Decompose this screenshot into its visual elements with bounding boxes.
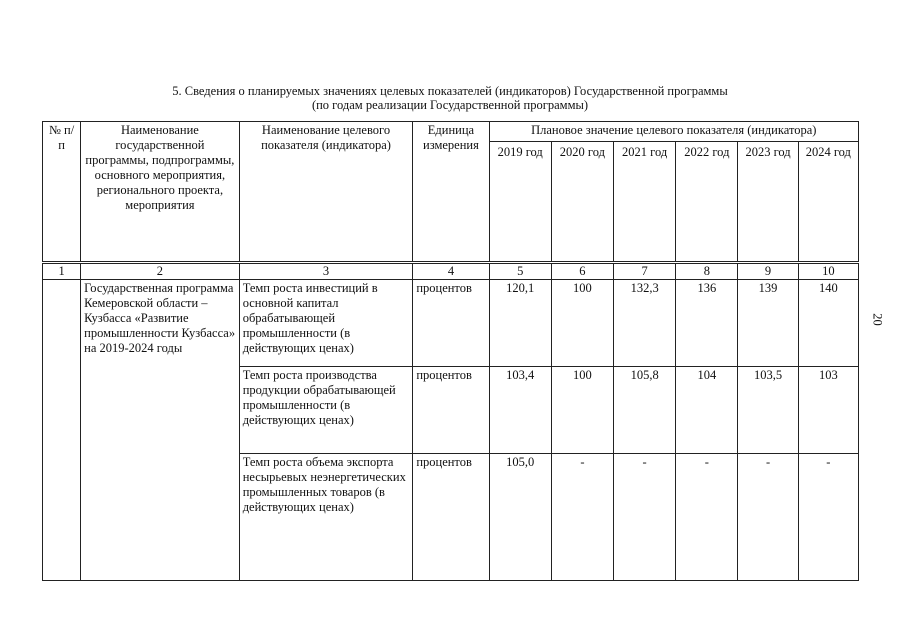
indicator-value: 103,4	[489, 367, 551, 454]
indicator-name: Темп роста инвестиций в основной капитал обрабатывающей промышленности (в действующих ценах)	[239, 280, 413, 367]
indicator-value: 105,8	[614, 367, 676, 454]
column-number: 9	[738, 263, 798, 280]
header-year: 2020 год	[551, 142, 613, 263]
column-number: 5	[489, 263, 551, 280]
indicator-value: 136	[676, 280, 738, 367]
indicator-value: -	[614, 454, 676, 581]
column-number: 2	[81, 263, 240, 280]
indicator-value: -	[798, 454, 858, 581]
page-number: 20	[870, 313, 885, 326]
program-num	[43, 280, 81, 581]
indicator-value: -	[738, 454, 798, 581]
indicator-value: 104	[676, 367, 738, 454]
indicators-table	[42, 121, 859, 581]
header-year: 2023 год	[738, 142, 798, 263]
header-year: 2022 год	[676, 142, 738, 263]
program-name: Государственная программа Кемеровской области – Кузбасса «Развитие промышленности Кузбасса» на 2019-2024 годы	[81, 280, 240, 581]
header-num: № п/п	[43, 122, 81, 263]
header-year: 2019 год	[489, 142, 551, 263]
indicator-unit: процентов	[413, 280, 489, 367]
column-number: 7	[614, 263, 676, 280]
indicator-value: 139	[738, 280, 798, 367]
column-number: 10	[798, 263, 858, 280]
header-year: 2021 год	[614, 142, 676, 263]
indicator-name: Темп роста производства продукции обрабатывающей промышленности (в действующих ценах)	[239, 367, 413, 454]
indicator-value: 140	[798, 280, 858, 367]
indicator-value: 100	[551, 367, 613, 454]
column-number: 6	[551, 263, 613, 280]
indicator-value: -	[676, 454, 738, 581]
indicator-unit: процентов	[413, 454, 489, 581]
table-title	[40, 84, 860, 112]
indicator-value: 103,5	[738, 367, 798, 454]
indicator-value: -	[551, 454, 613, 581]
table-row	[43, 280, 859, 367]
column-number-row	[43, 263, 859, 280]
header-program-name: Наименование государственной программы, подпрограммы, основного мероприятия, регионального проекта, мероприятия	[81, 122, 240, 263]
header-indicator-name: Наименование целевого показателя (индикатора)	[239, 122, 413, 263]
indicator-value: 105,0	[489, 454, 551, 581]
column-number: 8	[676, 263, 738, 280]
indicator-value: 132,3	[614, 280, 676, 367]
table-title-line1: 5. Сведения о планируемых значениях целевых показателей (индикаторов) Государственной программы	[172, 84, 728, 98]
table-title-line2: (по годам реализации Государственной программы)	[311, 98, 589, 112]
header-row-1	[43, 122, 859, 142]
header-year: 2024 год	[798, 142, 858, 263]
indicator-value: 103	[798, 367, 858, 454]
column-number: 3	[239, 263, 413, 280]
column-number: 1	[43, 263, 81, 280]
indicator-value: 100	[551, 280, 613, 367]
header-planned: Плановое значение целевого показателя (индикатора)	[489, 122, 858, 142]
column-number: 4	[413, 263, 489, 280]
indicator-value: 120,1	[489, 280, 551, 367]
indicator-name: Темп роста объема экспорта несырьевых неэнергетических промышленных товаров (в действующих ценах)	[239, 454, 413, 581]
header-unit: Единица измерения	[413, 122, 489, 263]
indicator-unit: процентов	[413, 367, 489, 454]
